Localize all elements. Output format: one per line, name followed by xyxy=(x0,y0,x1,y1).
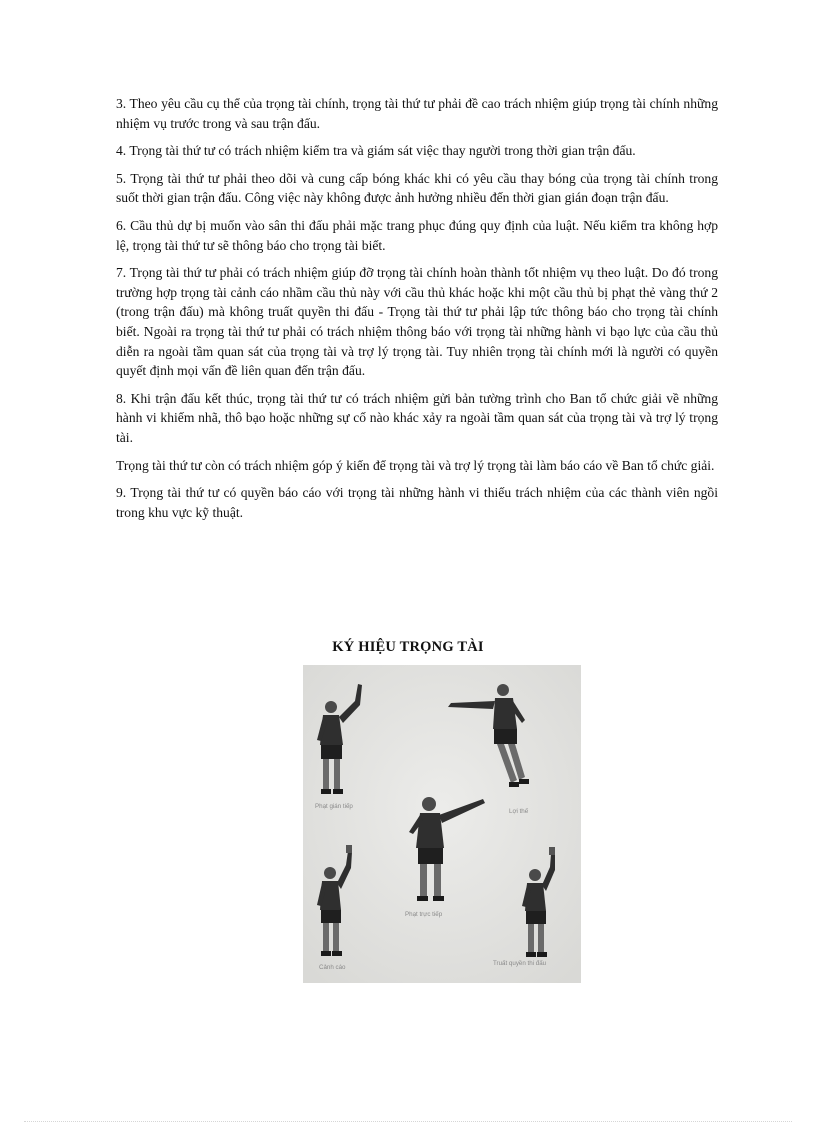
paragraph-6: 6. Cầu thủ dự bị muốn vào sân thi đấu phải mặc trang phục đúng quy định của luật. Nếu kiểm tra không hợp lệ, trọng tài thứ tư sẽ thông báo cho trọng tài biết. xyxy=(116,217,718,253)
referee-signals-photo xyxy=(303,665,581,983)
caption-direct-free-kick: Phạt trực tiếp xyxy=(405,911,443,918)
paragraph-8-continued: Trọng tài thứ tư còn có trách nhiệm góp ý kiến để trọng tài và trợ lý trọng tài làm báo cáo về Ban tổ chức giải. xyxy=(116,457,715,473)
caption-sending-off: Truất quyền thi đấu xyxy=(493,960,547,967)
caption-indirect-free-kick: Phạt gián tiếp xyxy=(315,803,353,810)
document-body xyxy=(116,94,718,530)
paragraph-4: 4. Trọng tài thứ tư có trách nhiệm kiểm tra và giám sát việc thay người trong thời gian trận đấu. xyxy=(116,143,636,159)
paragraph-9: 9. Trọng tài thứ tư có quyền báo cáo với trọng tài những hành vi thiếu trách nhiệm của các thành viên ngồi trong khu vực kỹ thuật. xyxy=(116,485,718,520)
caption-advantage: Lợi thế xyxy=(509,808,529,815)
figure-title: KÝ HIỆU TRỌNG TÀI xyxy=(332,639,484,655)
paragraph-8: 8. Khi trận đấu kết thúc, trọng tài thứ tư có trách nhiệm gửi bản tường trình cho Ban tổ chức giải về những hành vi khiếm nhã, thô bạo hoặc những sự cố nào khác xảy ra ngoài tầm quan sát của trọng tài và trợ lý trọng tài. xyxy=(116,390,718,445)
paragraph-5: 5. Trọng tài thứ tư phải theo dõi và cung cấp bóng khác khi có yêu cầu thay bóng của trọng tài chính trong suốt thời gian trận đấu. Công việc này không được ảnh hưởng nhiều đến thời gian gián đoạn trận đấu. xyxy=(116,170,718,206)
page-bottom-rule xyxy=(24,1121,792,1122)
paragraph-7: 7. Trọng tài thứ tư phải có trách nhiệm giúp đỡ trọng tài chính hoàn thành tốt nhiệm vụ theo luật. Do đó trong trường hợp trọng tài cảnh cáo nhầm cầu thủ này với cầu thủ khác hoặc khi một cầu thủ bị phạt thẻ vàng thứ 2 (trong trận đấu) mà không truất quyền thi đấu - Trọng tài thứ tư phải lập tức thông báo cho trọng tài chính biết. Ngoài ra trọng tài thứ tư phải có trách nhiệm thông báo với trọng tài những hành vi bạo lực của cầu thủ diễn ra ngoài tầm quan sát của trọng tài và trợ lý trọng tài. Tuy nhiên trọng tài chính mới là người có quyền quyết định mọi vấn đề liên quan đến trận đấu. xyxy=(116,265,718,379)
caption-caution: Cảnh cáo xyxy=(319,964,346,971)
paragraph-3: 3. Theo yêu cầu cụ thể của trọng tài chính, trọng tài thứ tư phải đề cao trách nhiệm giúp trọng tài chính những nhiệm vụ trước trong và sau trận đấu. xyxy=(116,96,718,131)
